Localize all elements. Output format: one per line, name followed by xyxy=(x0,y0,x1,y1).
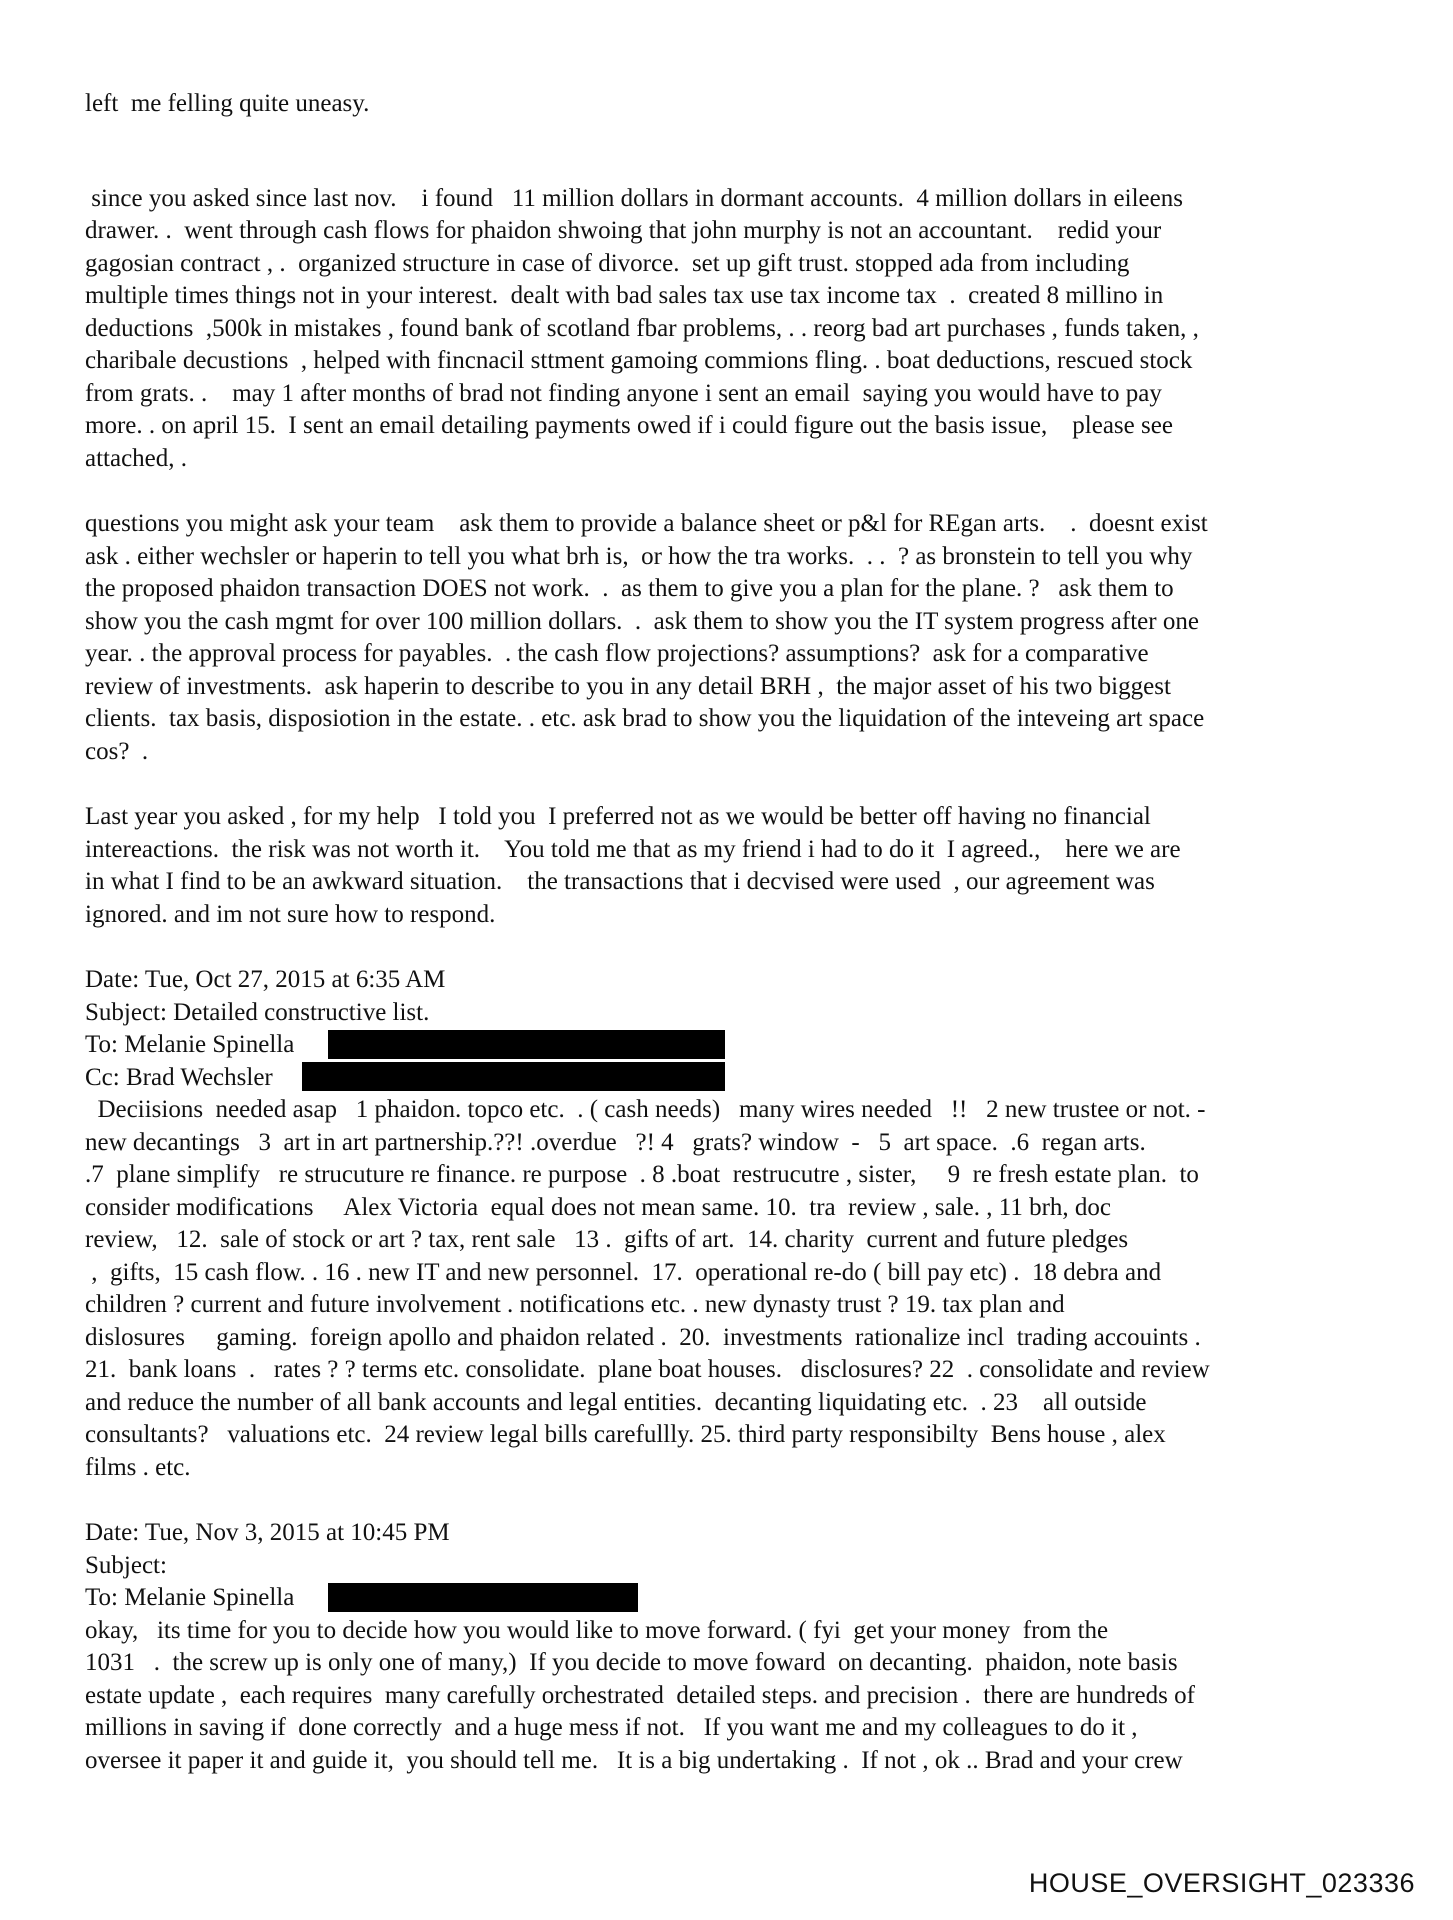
text-line: in what I find to be an awkward situation. the transactions that i decvised were used , our agreement was xyxy=(85,868,1155,895)
text-line: consider modifications Alex Victoria equal does not mean same. 10. tra review , sale. , 11 brh, doc xyxy=(85,1194,1112,1221)
email-date: Date: Tue, Nov 3, 2015 at 10:45 PM xyxy=(85,1519,450,1546)
text-line: 1031 . the screw up is only one of many,) If you decide to move foward on decanting. phaidon, note basis xyxy=(85,1649,1178,1676)
text-line: the proposed phaidon transaction DOES not work. . as them to give you a plan for the plane. ? ask them to xyxy=(85,575,1174,602)
email-subject: Subject: Detailed constructive list. xyxy=(85,999,430,1026)
text-line: attached, . xyxy=(85,445,188,472)
text-line: since you asked since last nov. i found 11 million dollars in dormant accounts. 4 million dollars in eileens xyxy=(85,185,1183,212)
text-line: , gifts, 15 cash flow. . 16 . new IT and new personnel. 17. operational re-do ( bill pay etc) . 18 debra and xyxy=(85,1259,1162,1286)
text-line: children ? current and future involvement . notifications etc. . new dynasty trust ? 19. tax plan and xyxy=(85,1291,1065,1318)
email-date: Date: Tue, Oct 27, 2015 at 6:35 AM xyxy=(85,966,446,993)
text-line: multiple times things not in your interest. dealt with bad sales tax use tax income tax . created 8 millino in xyxy=(85,282,1164,309)
redaction-box xyxy=(328,1583,638,1612)
text-line: millions in saving if done correctly and a huge mess if not. If you want me and my colleagues to do it , xyxy=(85,1714,1138,1741)
text-line: deductions ,500k in mistakes , found bank of scotland fbar problems, . . reorg bad art purchases , funds taken, , xyxy=(85,315,1199,342)
text-line: more. . on april 15. I sent an email detailing payments owed if i could figure out the basis issue, please see xyxy=(85,412,1173,439)
text-line: review of investments. ask haperin to describe to you in any detail BRH , the major asset of his two biggest xyxy=(85,673,1171,700)
text-line: oversee it paper it and guide it, you should tell me. It is a big undertaking . If not , ok .. Brad and your crew xyxy=(85,1747,1183,1774)
email-cc: Cc: Brad Wechsler xyxy=(85,1064,273,1091)
text-line: consultants? valuations etc. 24 review legal bills carefullly. 25. third party responsibilty Bens house , alex xyxy=(85,1421,1166,1448)
text-line: new decantings 3 art in art partnership.??! .overdue ?! 4 grats? window - 5 art space. .6 regan arts. xyxy=(85,1129,1146,1156)
text-line: Deciisions needed asap 1 phaidon. topco etc. . ( cash needs) many wires needed !! 2 new trustee or not. - xyxy=(85,1096,1206,1123)
text-line: review, 12. sale of stock or art ? tax, rent sale 13 . gifts of art. 14. charity current and future pledges xyxy=(85,1226,1129,1253)
document-id-stamp: HOUSE_OVERSIGHT_023336 xyxy=(1028,1868,1415,1898)
text-line: 21. bank loans . rates ? ? terms etc. consolidate. plane boat houses. disclosures? 22 . consolidate and review xyxy=(85,1356,1210,1383)
text-line: intereactions. the risk was not worth it. You told me that as my friend i had to do it I agreed., here we are xyxy=(85,836,1181,863)
text-line: and reduce the number of all bank accounts and legal entities. decanting liquidating etc. . 23 all outside xyxy=(85,1389,1147,1416)
redaction-box xyxy=(302,1062,725,1091)
text-line: drawer. . went through cash flows for phaidon shwoing that john murphy is not an accountant. redid your xyxy=(85,217,1162,244)
text-line: Last year you asked , for my help I told you I preferred not as we would be better off having no financial xyxy=(85,803,1151,830)
text-line: .7 plane simplify re strucuture re finance. re purpose . 8 .boat restrucutre , sister, 9 re fresh estate plan. to xyxy=(85,1161,1199,1188)
redaction-box xyxy=(328,1030,725,1059)
text-line: from grats. . may 1 after months of brad not finding anyone i sent an email saying you would have to pay xyxy=(85,380,1162,407)
text-line: cos? . xyxy=(85,738,149,765)
email-to: To: Melanie Spinella xyxy=(85,1031,295,1058)
text-line: questions you might ask your team ask them to provide a balance sheet or p&l for REgan arts. . doesnt exist xyxy=(85,510,1208,537)
text-line: show you the cash mgmt for over 100 million dollars. . ask them to show you the IT system progress after one xyxy=(85,608,1199,635)
text-line: clients. tax basis, disposiotion in the estate. . etc. ask brad to show you the liquidation of the inteveing art space xyxy=(85,705,1205,732)
email-subject: Subject: xyxy=(85,1552,167,1579)
text-line: dislosures gaming. foreign apollo and phaidon related . 20. investments rationalize incl trading accouints . xyxy=(85,1324,1201,1351)
text-line: estate update , each requires many carefully orchestrated detailed steps. and precision . there are hundreds of xyxy=(85,1682,1195,1709)
opening-line: left me felling quite uneasy. xyxy=(85,90,370,117)
email-to: To: Melanie Spinella xyxy=(85,1584,295,1611)
text-line: ignored. and im not sure how to respond. xyxy=(85,901,496,928)
text-line: ask . either wechsler or haperin to tell you what brh is, or how the tra works. . . ? as bronstein to tell you why xyxy=(85,543,1193,570)
text-line: films . etc. xyxy=(85,1454,191,1481)
text-line: year. . the approval process for payables. . the cash flow projections? assumptions? ask for a comparative xyxy=(85,640,1149,667)
text-line: gagosian contract , . organized structure in case of divorce. set up gift trust. stopped ada from including xyxy=(85,250,1130,277)
text-line: okay, its time for you to decide how you would like to move forward. ( fyi get your money from the xyxy=(85,1617,1109,1644)
text-line: charibale decustions , helped with fincnacil sttment gamoing commions fling. . boat deductions, rescued stock xyxy=(85,347,1193,374)
